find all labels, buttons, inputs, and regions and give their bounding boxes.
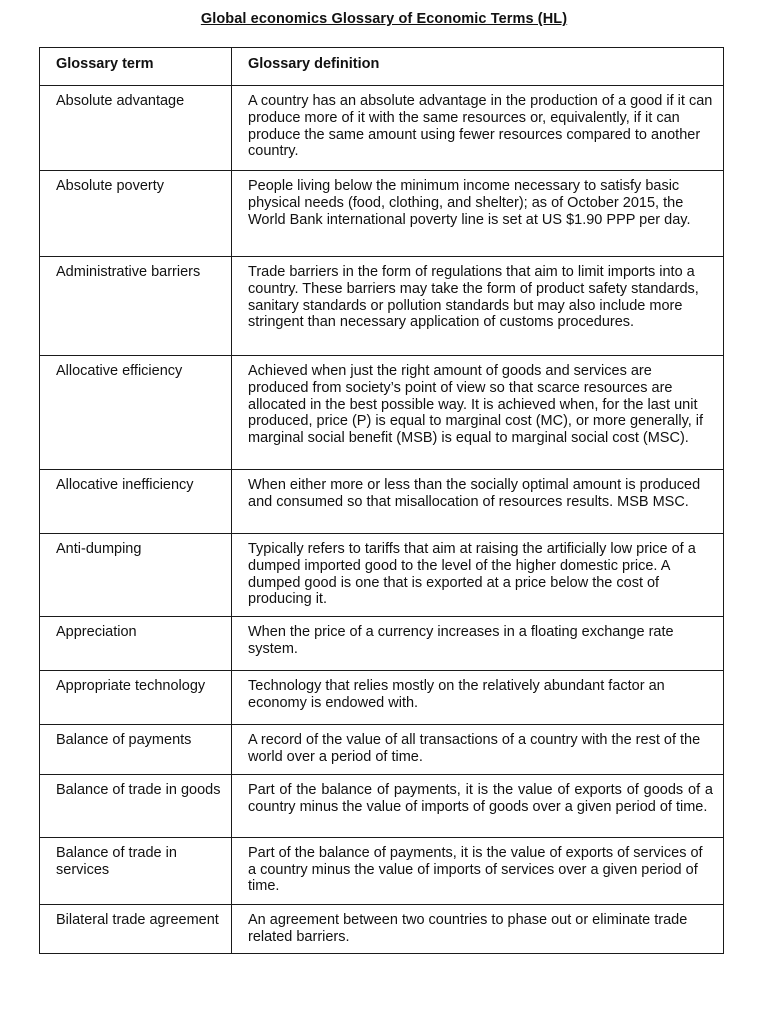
table-row <box>40 671 724 725</box>
definition-cell <box>232 725 724 775</box>
term-cell <box>40 774 232 837</box>
term-text: Administrative barriers <box>56 264 201 280</box>
table-row <box>40 837 724 904</box>
term-text: Balance of trade in services <box>56 844 177 878</box>
definition-text: Technology that relies mostly on the relatively abundant factor an economy is endowed with. <box>248 678 665 711</box>
term-text: Anti-dumping <box>56 541 142 557</box>
term-cell <box>40 257 232 356</box>
table-row <box>40 470 724 534</box>
definition-text: When the price of a currency increases in a floating exchange rate system. <box>248 624 674 657</box>
definition-cell <box>232 837 724 904</box>
definition-cell <box>232 356 724 470</box>
term-cell <box>40 617 232 671</box>
term-cell <box>40 86 232 171</box>
definition-text: A country has an absolute advantage in the production of a good if it can produce more of it with the same resources or, equivalently, if it can produce the same amount using fewer resources compared to another country. <box>248 93 713 160</box>
term-cell <box>40 671 232 725</box>
page-title: Global economics Glossary of Economic Terms (HL) <box>200 11 568 27</box>
term-cell <box>40 356 232 470</box>
table-row <box>40 774 724 837</box>
table-row <box>40 171 724 257</box>
table-header-row <box>40 48 724 86</box>
header-term-label: Glossary term <box>56 56 154 72</box>
term-cell <box>40 904 232 954</box>
definition-cell <box>232 534 724 617</box>
term-text: Balance of trade in goods <box>56 781 221 798</box>
definition-text: When either more or less than the socially optimal amount is produced and consumed so that misallocation of resources results. MSB MSC. <box>248 477 701 510</box>
definition-cell <box>232 671 724 725</box>
term-text: Absolute poverty <box>56 178 165 194</box>
term-text: Balance of payments <box>56 732 192 749</box>
definition-cell <box>232 470 724 534</box>
table-row <box>40 904 724 954</box>
definition-cell <box>232 617 724 671</box>
header-term <box>40 48 232 86</box>
definition-text: An agreement between two countries to phase out or eliminate trade related barriers. <box>248 911 688 945</box>
table-row <box>40 534 724 617</box>
table-row <box>40 86 724 171</box>
header-definition <box>232 48 724 86</box>
definition-cell <box>232 904 724 954</box>
term-text: Appropriate technology <box>56 678 206 695</box>
term-text: Allocative efficiency <box>56 363 183 379</box>
term-cell <box>40 534 232 617</box>
definition-cell <box>232 171 724 257</box>
term-text: Allocative inefficiency <box>56 477 194 493</box>
definition-text: Trade barriers in the form of regulations that aim to limit imports into a country. These barriers may take the form of product safety standards, sanitary standards or pollution standards but may also include more stringent than necessary application of customs procedures. <box>248 264 699 331</box>
term-cell <box>40 470 232 534</box>
definition-text: Typically refers to tariffs that aim at raising the artificially low price of a dumped imported good to the level of the higher domestic price. A dumped good is one that is exported at a price below the cost of producing it. <box>248 541 696 608</box>
definition-text: People living below the minimum income necessary to satisfy basic physical needs (food, clothing, and shelter); as of October 2015, the World Bank international poverty line is set at US $1.90 PPP per day. <box>248 178 691 228</box>
table-row <box>40 257 724 356</box>
table-row <box>40 617 724 671</box>
term-text: Appreciation <box>56 624 137 641</box>
definition-text: A record of the value of all transactions of a country with the rest of the world over a period of time. <box>248 732 701 765</box>
glossary-table <box>39 47 724 954</box>
term-cell <box>40 171 232 257</box>
term-text: Bilateral trade agreement <box>56 911 219 928</box>
table-row <box>40 725 724 775</box>
definition-text: Part of the balance of payments, it is the value of exports of goods of a country minus the value of imports of goods over a given period of time. <box>248 781 713 815</box>
definition-text: Achieved when just the right amount of goods and services are produced from society’s point of view so that scarce resources are allocated in the best possible way. It is achieved when, for the last unit produced, price (P) is equal to marginal cost (MC), or more generally, if marginal social benefit (MSB) is equal to marginal social cost (MSC). <box>248 363 704 447</box>
term-cell <box>40 837 232 904</box>
table-row <box>40 356 724 470</box>
term-cell <box>40 725 232 775</box>
definition-text: Part of the balance of payments, it is the value of exports of services of a country minus the value of imports of services over a given period of time. <box>248 844 703 895</box>
definition-cell <box>232 774 724 837</box>
term-text: Absolute advantage <box>56 93 185 109</box>
definition-cell <box>232 86 724 171</box>
definition-cell <box>232 257 724 356</box>
header-definition-label: Glossary definition <box>248 56 380 72</box>
